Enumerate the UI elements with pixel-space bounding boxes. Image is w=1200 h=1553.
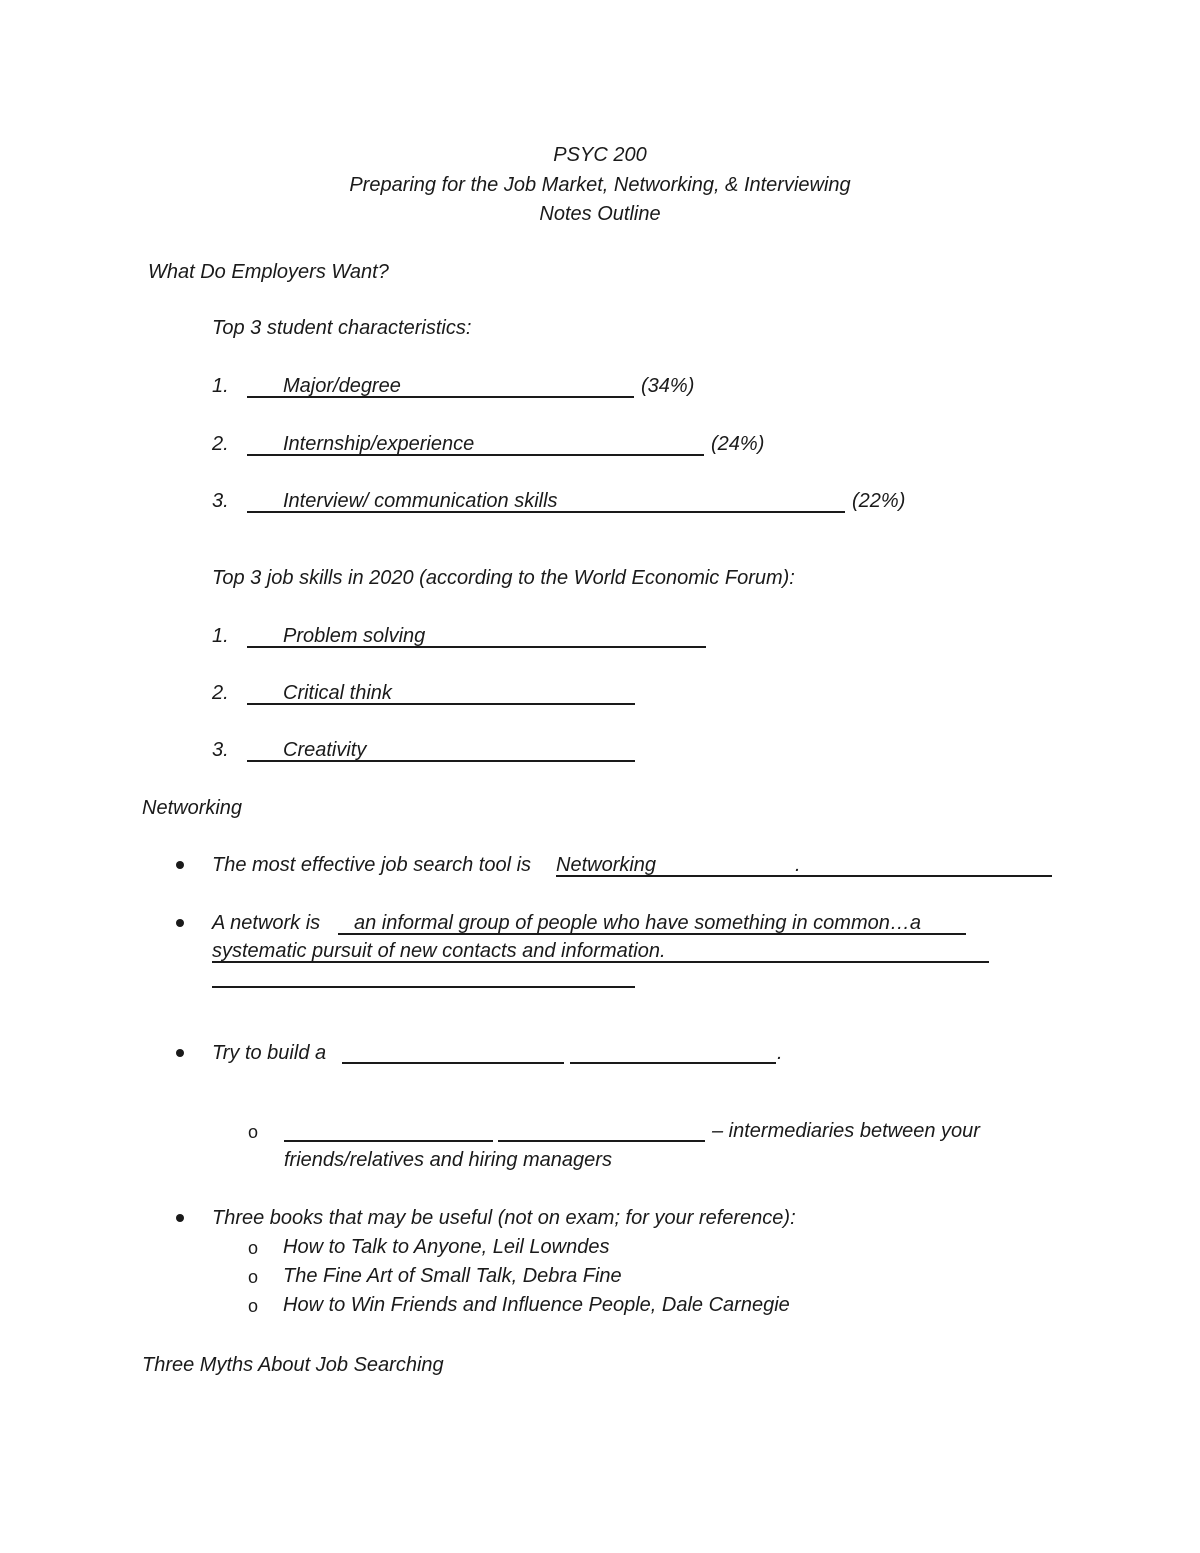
answer-blank-line: [284, 1140, 493, 1142]
skill-answer: Critical think: [283, 682, 392, 704]
characteristic-answer: Internship/experience: [283, 433, 475, 455]
skill-number: 3.: [212, 739, 229, 761]
answer-blank-line: [342, 1062, 564, 1064]
intermediaries-line2: friends/relatives and hiring managers: [284, 1149, 612, 1171]
characteristic-percent: (22%): [852, 490, 906, 512]
bullet-dot: [176, 1214, 184, 1222]
build-period: .: [777, 1042, 783, 1064]
sub-bullet-marker: o: [248, 1267, 259, 1287]
document-title: Preparing for the Job Market, Networking, & Interviewing: [349, 174, 851, 196]
answer-blank-line: [570, 1062, 776, 1064]
bullet-dot: [176, 1049, 184, 1057]
sub-bullet-marker: o: [248, 1296, 259, 1316]
characteristic-percent: (34%): [641, 375, 695, 397]
network-answer-line1: an informal group of people who have something in common…a: [354, 912, 921, 934]
network-prefix: A network is: [212, 912, 321, 934]
tool-period: .: [795, 854, 801, 876]
book-item: How to Win Friends and Influence People, Dale Carnegie: [283, 1294, 790, 1316]
section-heading-myths: Three Myths About Job Searching: [142, 1354, 444, 1376]
book-item: The Fine Art of Small Talk, Debra Fine: [283, 1265, 622, 1287]
characteristics-label: Top 3 student characteristics:: [212, 317, 472, 339]
characteristic-number: 2.: [212, 433, 229, 455]
intermediaries-suffix: – intermediaries between your: [712, 1120, 980, 1142]
tool-answer: Networking: [556, 854, 657, 876]
skills-label: Top 3 job skills in 2020 (according to the World Economic Forum):: [212, 567, 795, 589]
answer-blank-line: [212, 986, 635, 988]
sub-bullet-marker: o: [248, 1122, 259, 1142]
skill-answer: Problem solving: [283, 625, 426, 647]
network-answer-line2: systematic pursuit of new contacts and information.: [212, 940, 666, 962]
characteristic-answer: Major/degree: [283, 375, 401, 397]
skill-number: 1.: [212, 625, 229, 647]
characteristic-number: 3.: [212, 490, 229, 512]
sub-bullet-marker: o: [248, 1238, 259, 1258]
answer-blank-line: [498, 1140, 705, 1142]
characteristic-percent: (24%): [711, 433, 765, 455]
tool-prefix: The most effective job search tool is: [212, 854, 532, 876]
bullet-dot: [176, 861, 184, 869]
section-heading-networking: Networking: [142, 797, 243, 819]
characteristic-number: 1.: [212, 375, 229, 397]
build-prefix: Try to build a: [212, 1042, 327, 1064]
skill-number: 2.: [212, 682, 229, 704]
book-item: How to Talk to Anyone, Leil Lowndes: [283, 1236, 610, 1258]
section-heading-employers: What Do Employers Want?: [148, 261, 389, 283]
books-intro: Three books that may be useful (not on exam; for your reference):: [212, 1207, 796, 1229]
bullet-dot: [176, 919, 184, 927]
skill-answer: Creativity: [283, 739, 367, 761]
document-subtitle: Notes Outline: [539, 203, 661, 225]
course-code: PSYC 200: [553, 144, 647, 166]
characteristic-answer: Interview/ communication skills: [283, 490, 558, 512]
